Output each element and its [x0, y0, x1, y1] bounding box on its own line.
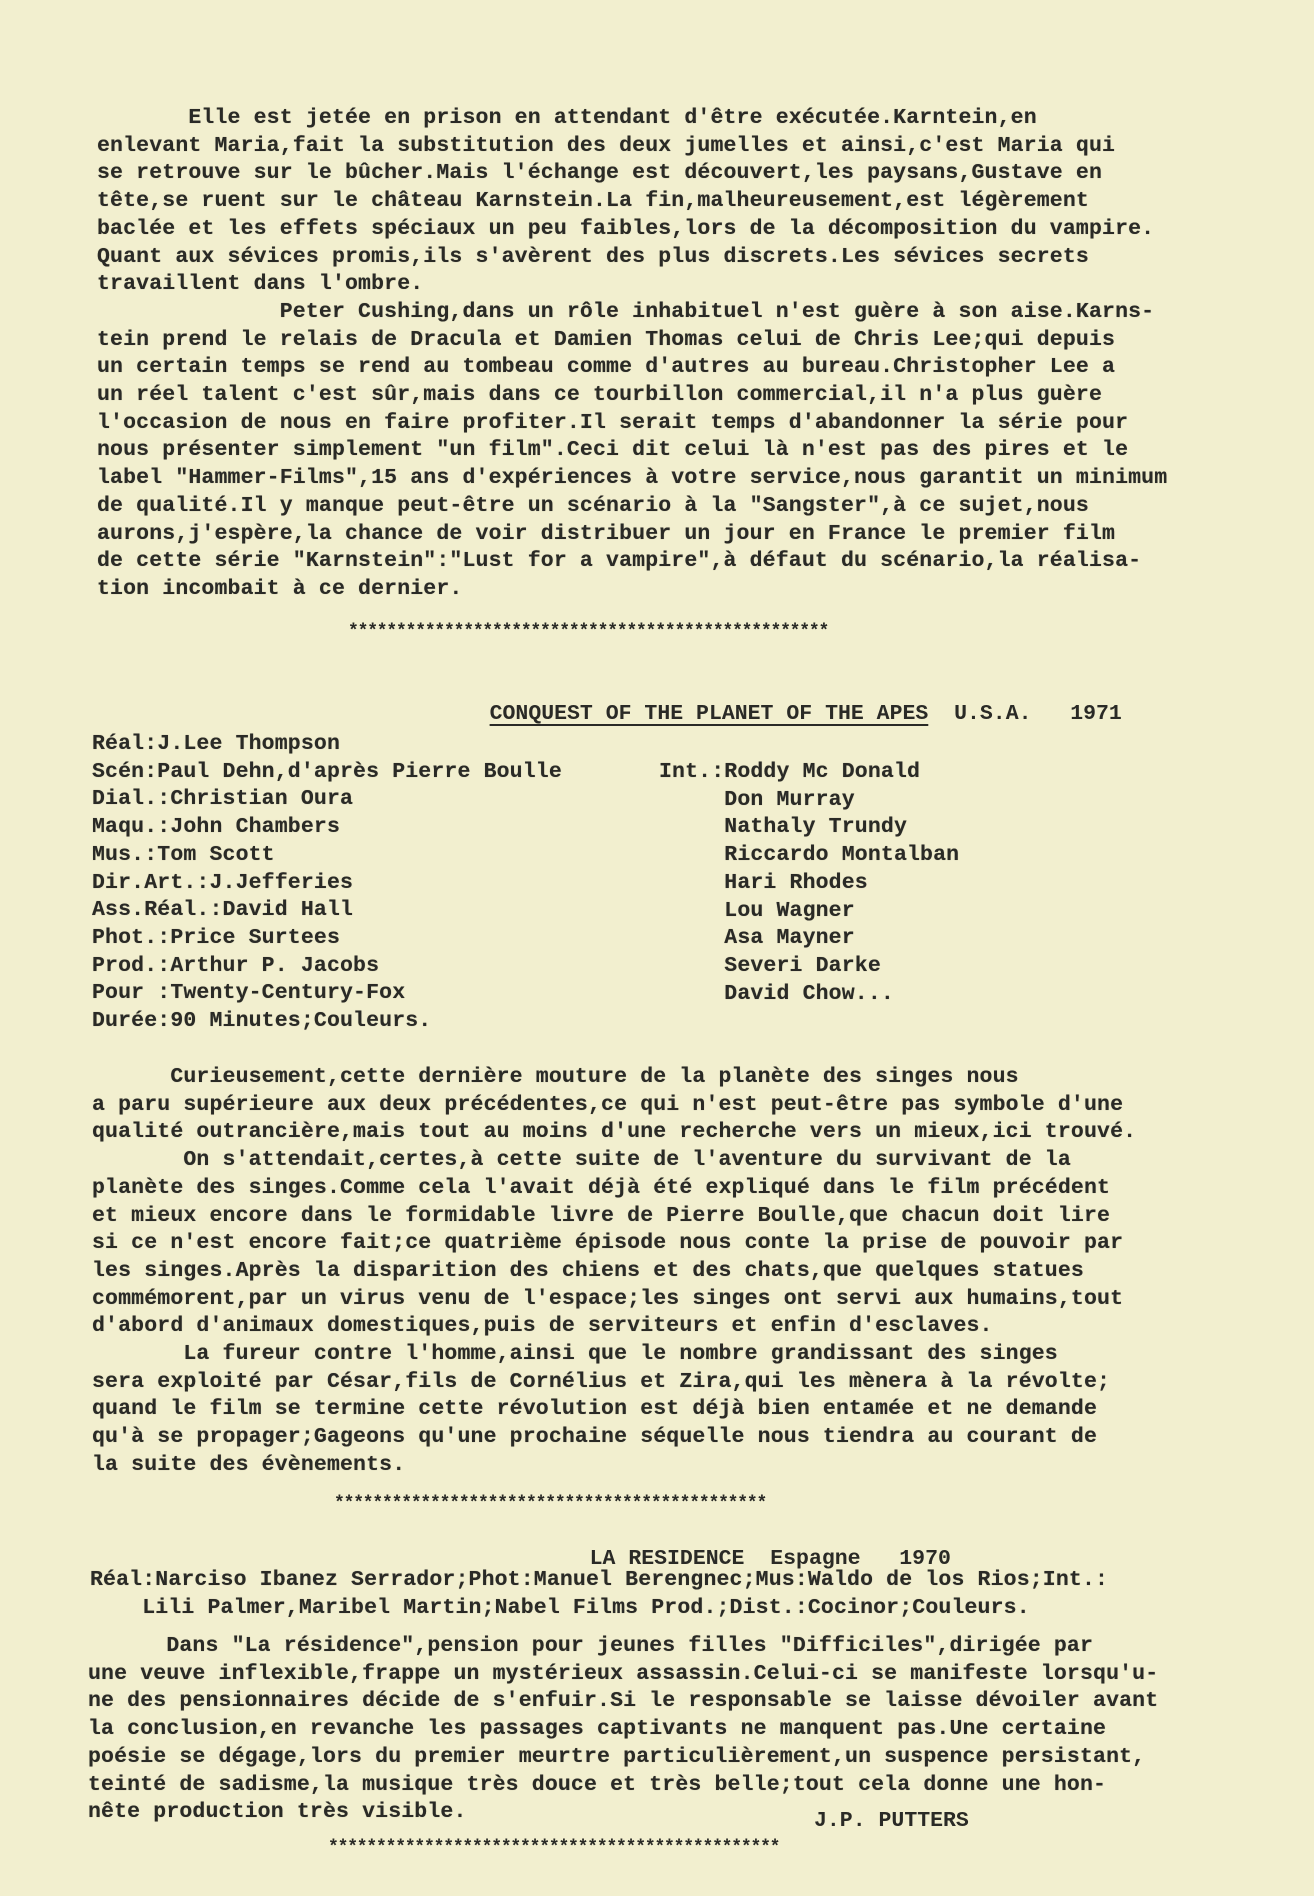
text-line: la conclusion,en revanche les passages captivants ne manquent pas.Une certaine — [88, 1717, 1107, 1742]
author-signature: J.P. PUTTERS — [814, 1809, 969, 1833]
residence-credits — [90, 1567, 1108, 1622]
text-line: On s'attendait,certes,à cette suite de l'aventure du survivant de la — [92, 1148, 1071, 1173]
text-line: enlevant Maria,fait la substitution des deux jumelles et ainsi,c'est Maria qui — [97, 133, 1116, 158]
cast-list — [724, 759, 959, 1008]
text-line: qualité outrancière,mais tout au moins d'une recherche vers un mieux,ici trouvé. — [92, 1120, 1137, 1145]
separator-stars: ********************************************* — [334, 1494, 767, 1514]
text-line: Dans "La résidence",pension pour jeunes filles "Difficiles",dirigée par — [88, 1634, 1094, 1658]
cast-member: Roddy Mc Donald — [724, 760, 921, 784]
film-country-year: Espagne 1970 — [770, 1547, 951, 1571]
film-title: CONQUEST OF THE PLANET OF THE APES — [489, 702, 929, 726]
credit-line: Réal:Narciso Ibanez Serrador;Phot:Manuel Berengnec;Mus:Waldo de los Rios;Int.: — [90, 1568, 1109, 1592]
text-line: si ce n'est encore fait;ce quatrième épisode nous conte la prise de pouvoir par — [92, 1231, 1124, 1256]
cast-member: Riccardo Montalban — [724, 843, 960, 868]
cast-member: Don Murray — [724, 787, 855, 812]
cast-member: Lou Wagner — [724, 898, 855, 923]
film-title: LA RESIDENCE — [589, 1547, 745, 1571]
text-line: d'abord d'animaux domestiques,puis de serviteurs et enfin d'esclaves. — [92, 1314, 993, 1339]
credit-line: Pour :Twenty-Century-Fox — [92, 981, 406, 1006]
text-line: teinté de sadisme,la musique très douce et très belle;tout cela donne une hon- — [88, 1772, 1107, 1797]
credit-line: Ass.Réal.:David Hall — [92, 898, 354, 923]
text-line: tein prend le relais de Dracula et Damien Thomas celui de Chris Lee;qui depuis — [97, 327, 1116, 352]
text-line: les singes.Après la disparition des chiens et des chats,que quelques statues — [92, 1258, 1084, 1283]
film-country-year: U.S.A. 1971 — [954, 702, 1122, 726]
credit-line: Phot.:Price Surtees — [92, 925, 340, 950]
text-line: de cette série "Karnstein":"Lust for a vampire",à défaut du scénario,la réalisa- — [97, 549, 1142, 574]
cast-member: Hari Rhodes — [724, 870, 868, 895]
karnstein-review-text — [97, 105, 1167, 604]
residence-review-text — [88, 1633, 1158, 1827]
separator-stars: ************************************************** — [348, 622, 829, 642]
text-line: l'occasion de nous en faire profiter.Il serait temps d'abandonner la série pour — [97, 410, 1129, 435]
text-line: label "Hammer-Films",15 ans d'expériences à votre service,nous garantit un minimum — [97, 466, 1168, 491]
separator-stars: *********************************************** — [328, 1838, 780, 1858]
credit-line: Mus.:Tom Scott — [92, 842, 275, 867]
text-line: a paru supérieure aux deux précédentes,ce qui n'est peut-être pas symbole d'une — [92, 1092, 1124, 1117]
text-line: ne des pensionnaires décide de s'enfuir.Si le responsable se laisse dévoiler avant — [88, 1689, 1159, 1714]
text-line: un réel talent c'est sûr,mais dans ce tourbillon commercial,il n'a plus guère — [97, 383, 1103, 408]
text-line: nous présenter simplement "un film".Ceci dit celui là n'est pas des pires et le — [97, 438, 1129, 463]
conquest-review-text — [92, 1064, 1136, 1480]
text-line: qu'à se propager;Gageons qu'une prochaine séquelle nous tiendra au courant de — [92, 1425, 1098, 1450]
text-line: Elle est jetée en prison en attendant d'être exécutée.Karntein,en — [97, 106, 1037, 130]
text-line: Peter Cushing,dans un rôle inhabituel n'est guère à son aise.Karns- — [97, 299, 1155, 324]
cast-column — [659, 759, 959, 1008]
text-line: Curieusement,cette dernière mouture de la planète des singes nous — [92, 1065, 1019, 1089]
cast-label: Int.: — [659, 760, 725, 784]
text-line: commémorent,par un virus venu de l'espace;les singes ont servi aux humains,tout — [92, 1286, 1124, 1311]
text-line: poésie se dégage,lors du premier meurtre particulièrement,un suspence persistant, — [88, 1744, 1146, 1769]
text-line: la suite des évènements. — [92, 1452, 406, 1477]
credit-line: Réal:J.Lee Thompson — [92, 732, 340, 756]
text-line: quand le film se termine cette révolution est déjà bien entamée et ne demande — [92, 1397, 1098, 1422]
text-line: Quant aux sévices promis,ils s'avèrent des plus discrets.Les sévices secrets — [97, 244, 1089, 269]
credit-line: Durée:90 Minutes;Couleurs. — [92, 1009, 432, 1034]
text-line: planète des singes.Comme cela l'avait déjà été expliqué dans le film précédent — [92, 1175, 1111, 1200]
credits-left-column — [92, 731, 562, 1036]
text-line: tête,se ruent sur le château Karnstein.La fin,malheureusement,est légèrement — [97, 189, 1089, 214]
credit-line: Dial.:Christian Oura — [92, 787, 354, 812]
cast-member: Severi Darke — [724, 953, 881, 978]
text-line: aurons,j'espère,la chance de voir distribuer un jour en France le premier film — [97, 521, 1116, 546]
text-line: se retrouve sur le bûcher.Mais l'échange est découvert,les paysans,Gustave en — [97, 161, 1103, 186]
text-line: de qualité.Il y manque peut-être un scénario à la "Sangster",à ce sujet,nous — [97, 493, 1089, 518]
credit-line: Dir.Art.:J.Jefferies — [92, 870, 354, 895]
text-line: un certain temps se rend au tombeau comme d'autres au bureau.Christopher Lee a — [97, 355, 1116, 380]
cast-member: Nathaly Trundy — [724, 815, 907, 840]
text-line: travaillent dans l'ombre. — [97, 272, 424, 297]
cast-member: Asa Mayner — [724, 926, 855, 951]
text-line: baclée et les effets spéciaux un peu faibles,lors de la décomposition du vampire. — [97, 216, 1155, 241]
text-line: sera exploité par César,fils de Cornélius et Zira,qui les mènera à la révolte; — [92, 1369, 1111, 1394]
text-line: nête production très visible. — [88, 1800, 467, 1825]
text-line: une veuve inflexible,frappe un mystérieux assassin.Celui-ci se manifeste lorsqu'u- — [88, 1661, 1159, 1686]
credit-line: Maqu.:John Chambers — [92, 815, 340, 840]
credit-line: Scén:Paul Dehn,d'après Pierre Boulle — [92, 759, 562, 784]
credit-line: Lili Palmer,Maribel Martin;Nabel Films Prod.;Dist.:Cocinor;Couleurs. — [90, 1595, 1030, 1620]
text-line: tion incombait à ce dernier. — [97, 576, 463, 601]
cast-member: David Chow... — [724, 981, 894, 1006]
text-line: La fureur contre l'homme,ainsi que le nombre grandissant des singes — [92, 1342, 1058, 1367]
text-line: et mieux encore dans le formidable livre de Pierre Boulle,que chacun doit lire — [92, 1203, 1111, 1228]
credit-line: Prod.:Arthur P. Jacobs — [92, 953, 380, 978]
